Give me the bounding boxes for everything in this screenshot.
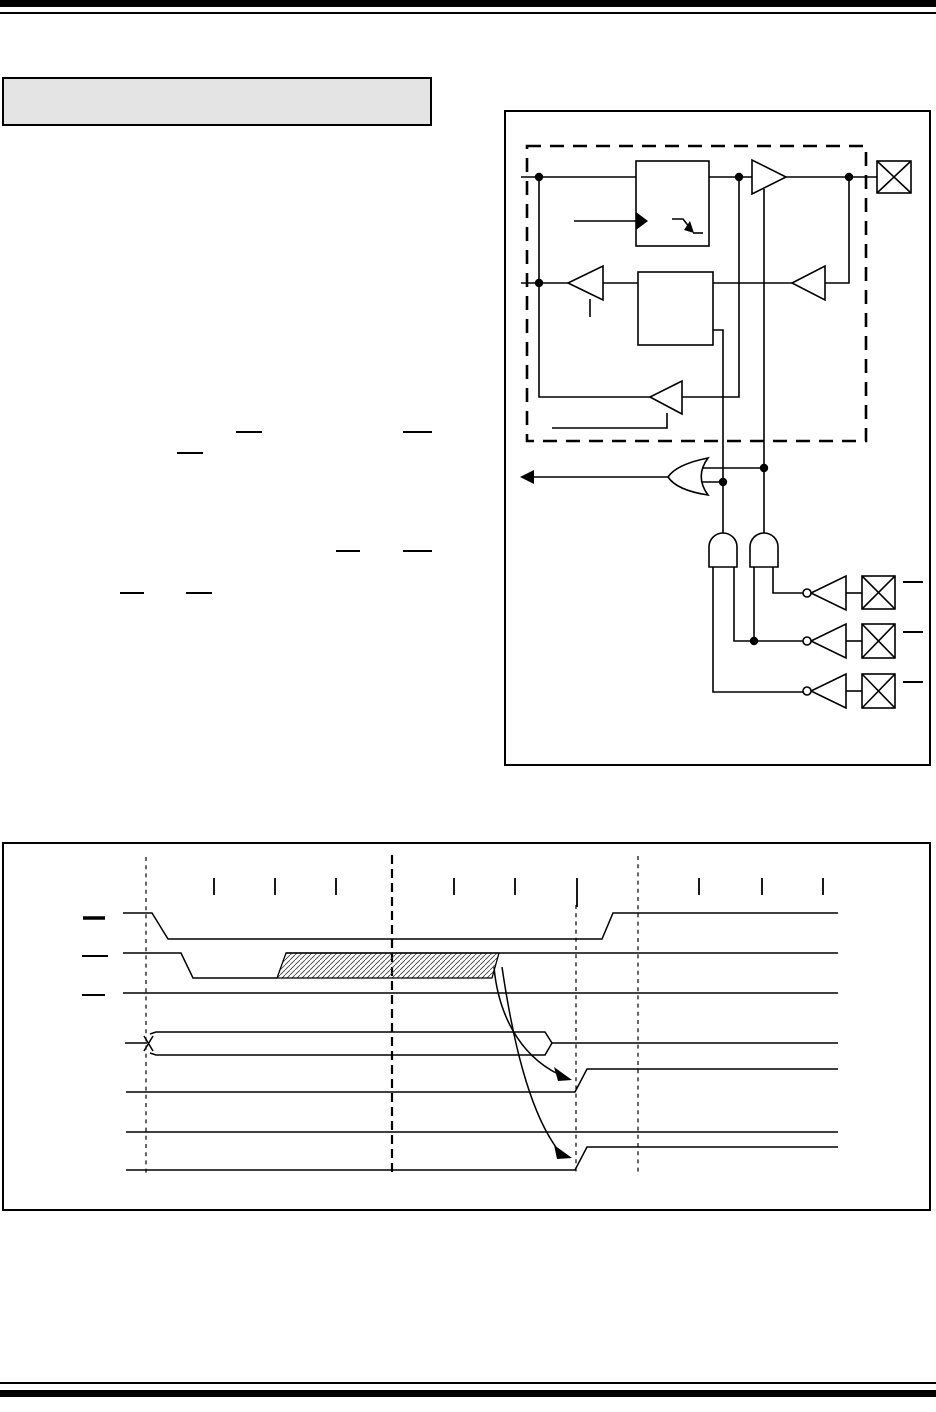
wires xyxy=(521,177,877,692)
footer-thick-bar xyxy=(0,1390,936,1397)
output-driver-triangle xyxy=(752,160,786,194)
left-arrowhead-icon xyxy=(520,470,534,484)
callout-arrow-1 xyxy=(494,967,572,1081)
io-pin-top xyxy=(877,161,911,193)
footer-thin-rule xyxy=(0,1382,936,1384)
waveform-row-7 xyxy=(126,1147,838,1170)
and-gate-1 xyxy=(709,533,737,567)
text-overline-marks xyxy=(120,432,432,593)
input-latch-block xyxy=(638,272,713,345)
bus-buffer-triangle xyxy=(568,266,603,300)
callout-arrow-2 xyxy=(502,967,572,1159)
waveform-row-4-bus xyxy=(125,1032,838,1055)
port-block-diagram xyxy=(505,111,930,765)
or-gate xyxy=(668,458,708,495)
cycle-guides xyxy=(146,855,638,1175)
tris-pin-3 xyxy=(862,674,923,708)
timing-diagram xyxy=(3,843,930,1210)
waveform-row-5 xyxy=(126,1069,838,1092)
and-gate-2 xyxy=(750,533,778,567)
inverter-2 xyxy=(803,624,846,658)
row-label-overbars xyxy=(82,918,108,995)
waveform-row-1 xyxy=(123,913,838,939)
feedback-buffer-triangle xyxy=(792,266,825,300)
waveform-row-2 xyxy=(123,953,838,978)
tris-pin-2 xyxy=(862,624,923,658)
hatched-region xyxy=(277,953,499,978)
read-buffer-triangle xyxy=(650,381,682,414)
figure-frame xyxy=(3,843,930,1210)
inverter-3 xyxy=(803,674,846,708)
clock-ticks xyxy=(214,878,823,907)
tris-pin-1 xyxy=(862,576,923,609)
inverter-1 xyxy=(803,576,846,610)
